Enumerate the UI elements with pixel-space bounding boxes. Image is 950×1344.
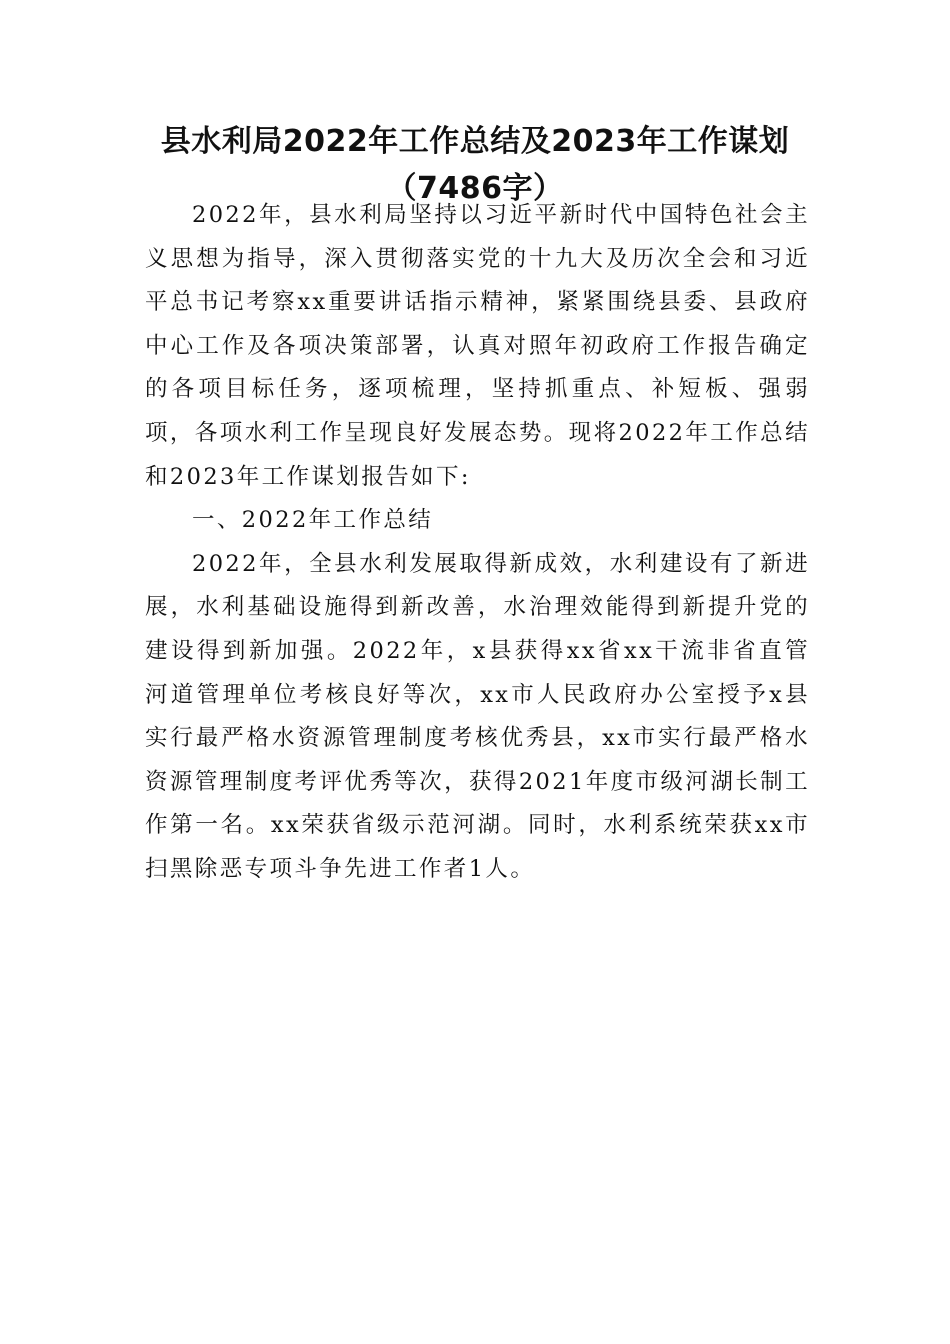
intro-paragraph: 2022年，县水利局坚持以习近平新时代中国特色社会主义思想为指导，深入贯彻落实党的十九大及历次全会和习近平总书记考察xx重要讲话指示精神，紧紧围绕县委、县政府中心工作及各项决策部署，认真对照年初政府工作报告确定的各项目标任务，逐项梳理，坚持抓重点、补短板、强弱项，各项水利工作呈现良好发展态势。现将2022年工作总结和2023年工作谋划报告如下: <box>145 202 810 490</box>
document-body <box>145 194 810 892</box>
section-1-paragraph: 2022年，全县水利发展取得新成效，水利建设有了新进展，水利基础设施得到新改善，水治理效能得到新提升党的建设得到新加强。2022年，x县获得xx省xx干流非省直管河道管理单位考核良好等次，xx市人民政府办公室授予x县实行最严格水资源管理制度考核优秀县，xx市实行最严格水资源管理制度考评优秀等次，获得2021年度市级河湖长制工作第一名。xx荣获省级示范河湖。同时，水利系统荣获xx市扫黑除恶专项斗争先进工作者1人。 <box>145 550 810 882</box>
section-heading-1: 一、2022年工作总结 <box>192 507 434 534</box>
document-title: 县水利局2022年工作总结及2023年工作谋划（7486字） <box>160 124 790 206</box>
